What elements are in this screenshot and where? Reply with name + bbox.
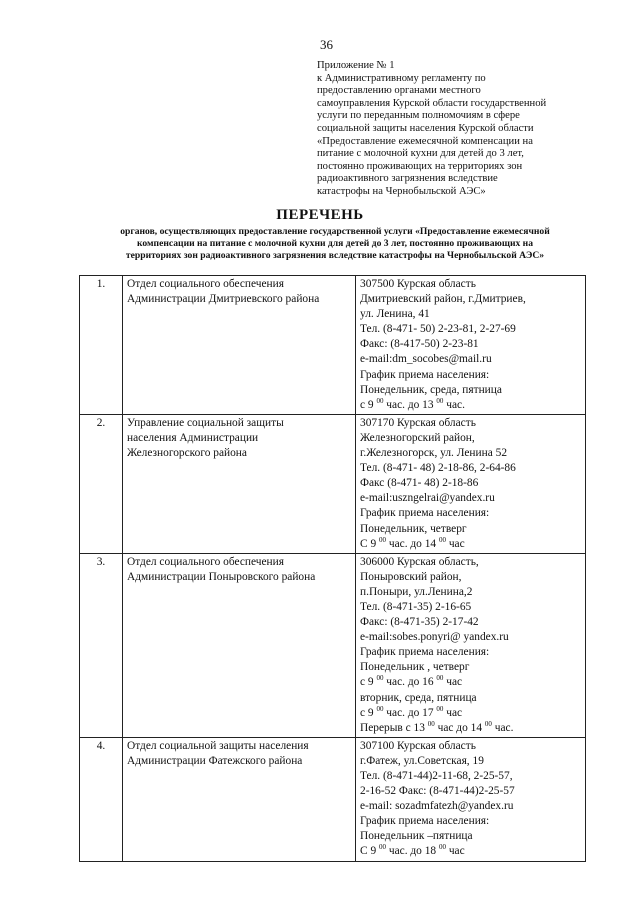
row-number: 3. <box>80 553 123 737</box>
schedule-text: час. <box>491 721 514 734</box>
appendix-line: постоянно проживающих на территориях зон <box>317 160 523 172</box>
organization-name-line: Железногорского района <box>127 447 247 460</box>
contact-line: Тел. (8-471- 50) 2-23-81, 2-27-69 <box>360 323 516 336</box>
contact-line: Понедельник –пятница <box>360 830 473 843</box>
row-number: 2. <box>80 414 123 553</box>
table-row <box>80 414 586 553</box>
contact-line: п.Поныри, ул.Ленина,2 <box>360 585 473 598</box>
organization-name <box>123 553 356 737</box>
schedule-text: час <box>445 845 465 858</box>
contact-line: Понедельник, среда, пятница <box>360 383 502 396</box>
time-minutes: 00 <box>427 719 435 728</box>
contact-line: Тел. (8-471- 48) 2-18-86, 2-64-86 <box>360 462 516 475</box>
contact-line: Дмитриевский район, г.Дмитриев, <box>360 293 526 306</box>
schedule-text: час. до 14 <box>386 537 439 550</box>
time-minutes: 00 <box>436 704 444 713</box>
appendix-line: социальной защиты населения Курской области <box>317 122 534 134</box>
organization-name-line: Администрации Дмитриевского района <box>127 293 320 306</box>
time-minutes: 00 <box>436 396 444 405</box>
time-minutes: 00 <box>376 704 384 713</box>
contact-line: Тел. (8-471-35) 2-16-65 <box>360 600 472 613</box>
time-minutes: 00 <box>436 674 444 683</box>
schedule-text: С 9 <box>360 537 379 550</box>
contact-line: e-mail:sobes.ponyri@ yandex.ru <box>360 631 509 644</box>
schedule-text: час. до 18 <box>386 845 439 858</box>
contact-line: График приема населения: <box>360 646 490 659</box>
appendix-line: Приложение № 1 <box>317 60 395 71</box>
contact-line: г.Железногорск, ул. Ленина 52 <box>360 447 508 460</box>
row-number: 4. <box>80 737 123 861</box>
contact-info <box>356 276 586 415</box>
schedule-hours <box>360 844 581 859</box>
appendix-line: радиоактивного загрязнения вследствие <box>317 173 498 185</box>
schedule-text: час <box>445 537 465 550</box>
schedule-hours <box>360 675 581 690</box>
contact-line: 306000 Курская область, <box>360 555 479 568</box>
organizations-table <box>79 275 586 862</box>
subtitle-line: территориях зон радиоактивного загрязнения вследствие катастрофы на Чернобыльской АЭС» <box>125 249 545 261</box>
time-minutes: 00 <box>484 719 492 728</box>
schedule-text: с 9 <box>360 398 377 411</box>
appendix-line: катастрофы на Чернобыльской АЭС» <box>317 185 486 197</box>
contact-line: Железногорский район, <box>360 431 475 444</box>
time-minutes: 00 <box>376 674 384 683</box>
appendix-line: самоуправления Курской области государственной <box>317 97 547 109</box>
page-number: 36 <box>320 37 333 52</box>
contact-line: График приема населения: <box>360 815 490 828</box>
contact-line: г.Фатеж, ул.Советская, 19 <box>360 754 484 767</box>
schedule-text: час <box>443 706 463 719</box>
organization-name-line: Администрации Поныровского района <box>127 570 316 583</box>
table-row <box>80 737 586 861</box>
contact-line: Факс: (8-417-50) 2-23-81 <box>360 338 479 351</box>
schedule-hours <box>360 398 581 413</box>
schedule-text: час. до 17 <box>383 706 437 719</box>
appendix-line: предоставлению органами местного <box>317 85 481 97</box>
contact-line: Понедельник, четверг <box>360 522 467 535</box>
appendix-line: услуги по переданным полномочиям в сфере <box>317 110 520 122</box>
organization-name-line: населения Администрации <box>127 431 259 444</box>
schedule-text: час. <box>443 398 465 411</box>
contact-info <box>356 414 586 553</box>
organization-name-line: Отдел социальной защиты населения <box>127 739 309 752</box>
organization-name <box>123 737 356 861</box>
contact-info <box>356 553 586 737</box>
contact-line: 307170 Курская область <box>360 416 476 429</box>
contact-line: Тел. (8-471-44)2-11-68, 2-25-57, <box>360 770 513 782</box>
schedule-text: с 9 <box>360 706 377 719</box>
organization-name-line: Управление социальной защиты <box>127 416 284 429</box>
subtitle-line: органов, осуществляющих предоставление государственной услуги «Предоставление ежемесячной <box>120 226 550 237</box>
contact-line: График приема населения: <box>360 507 490 520</box>
schedule-text: Перерыв с 13 <box>360 721 428 734</box>
contact-line: ул. Ленина, 41 <box>360 308 430 321</box>
organization-name-line: Отдел социального обеспечения <box>127 555 284 568</box>
contact-line: e-mail:dm_socobes@mail.ru <box>360 353 492 366</box>
organization-name <box>123 414 356 553</box>
contact-line: Факс: (8-471-35) 2-17-42 <box>360 616 479 629</box>
contact-line: 2-16-52 Факс: (8-471-44)2-25-57 <box>360 785 515 798</box>
contact-line: вторник, среда, пятница <box>360 691 477 704</box>
schedule-hours <box>360 706 581 721</box>
schedule-text: С 9 <box>360 845 379 858</box>
table-row <box>80 276 586 415</box>
time-minutes: 00 <box>438 535 446 544</box>
schedule-text: час. до 13 <box>383 398 437 411</box>
organization-name-line: Отдел социального обеспечения <box>127 278 284 290</box>
appendix-line: «Предоставление ежемесячной компенсации на <box>317 135 533 147</box>
appendix-line: питание с молочной кухни для детей до 3 лет, <box>317 148 524 160</box>
time-minutes: 00 <box>376 396 384 405</box>
schedule-text: час <box>443 676 463 689</box>
row-number: 1. <box>80 276 123 415</box>
schedule-hours <box>360 721 581 736</box>
organization-name <box>123 276 356 415</box>
time-minutes: 00 <box>379 535 386 544</box>
schedule-text: час. до 16 <box>383 676 437 689</box>
contact-line: 307500 Курская область <box>360 278 476 290</box>
time-minutes: 00 <box>438 843 446 852</box>
contact-line: e-mail:uszngelrai@yandex.ru <box>360 492 495 505</box>
contact-line: График приема населения: <box>360 368 490 381</box>
document-subtitle <box>70 226 600 261</box>
schedule-text: с 9 <box>360 676 377 689</box>
contact-line: e-mail: sozadmfatezh@yandex.ru <box>360 800 514 813</box>
appendix-line: к Административному регламенту по <box>317 72 486 84</box>
contact-line: Понедельник , четверг <box>360 661 470 674</box>
document-title: ПЕРЕЧЕНЬ <box>276 207 364 223</box>
contact-line: Факс (8-471- 48) 2-18-86 <box>360 477 479 490</box>
organization-name-line: Администрации Фатежского района <box>127 754 303 767</box>
schedule-text: час до 14 <box>434 721 485 734</box>
contact-info <box>356 737 586 861</box>
contact-line: 307100 Курская область <box>360 739 476 752</box>
contact-line: Поныровский район, <box>360 570 462 583</box>
time-minutes: 00 <box>379 843 386 852</box>
schedule-hours <box>360 537 581 552</box>
subtitle-line: компенсации на питание с молочной кухни для детей до 3 лет, постоянно проживающих на <box>137 237 533 249</box>
appendix-header <box>317 60 587 199</box>
table-row <box>80 553 586 737</box>
